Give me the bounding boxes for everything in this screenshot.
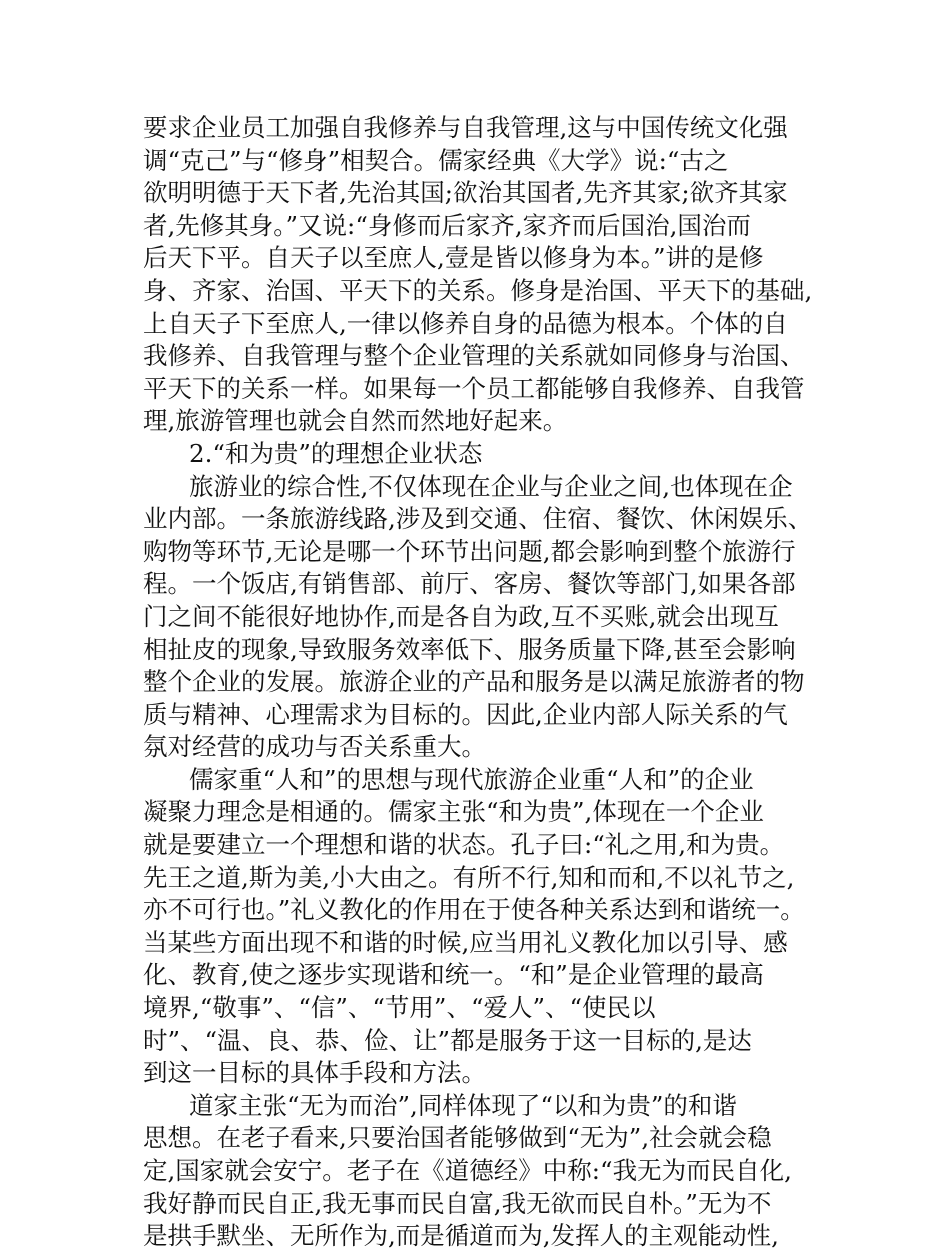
text-line: 质与精神、心理需求为目标的。因此,企业内部人际关系的气 <box>143 699 788 729</box>
text-line: 亦不可行也。”礼义教化的作用在于使各种关系达到和谐统一。 <box>143 895 805 925</box>
text-line: 我好静而民自正,我无事而民自富,我无欲而民自朴。”无为不 <box>143 1188 772 1218</box>
text-line: 化、教育,使之逐步实现谐和统一。“和”是企业管理的最高 <box>143 960 764 990</box>
text-line: 儒家重“人和”的思想与现代旅游企业重“人和”的企业 <box>189 764 754 794</box>
body-text <box>143 112 833 1253</box>
text-line: 2.“和为贵”的理想企业状态 <box>189 438 483 468</box>
text-line: 时”、“温、良、恭、俭、让”都是服务于这一目标的,是达 <box>143 1025 752 1055</box>
text-line: 到这一目标的具体手段和方法。 <box>143 1058 486 1088</box>
text-line: 上自天子下至庶人,一律以修养自身的品德为根本。个体的自 <box>143 308 788 338</box>
text-line: 凝聚力理念是相通的。儒家主张“和为贵”,体现在一个企业 <box>143 797 764 827</box>
text-line: 欲明明德于天下者,先治其国;欲治其国者,先齐其家;欲齐其家 <box>143 178 788 208</box>
text-line: 先王之道,斯为美,小大由之。有所不行,知和而和,不以礼节之, <box>143 862 795 892</box>
text-line: 氛对经营的成功与否关系重大。 <box>143 732 486 762</box>
text-line: 调“克己”与“修身”相契合。儒家经典《大学》说:“古之 <box>143 145 729 175</box>
text-line: 道家主张“无为而治”,同样体现了“以和为贵”的和谐 <box>189 1090 737 1120</box>
text-line: 境界,“敬事”、“信”、“节用”、“爱人”、“使民以 <box>143 993 656 1023</box>
text-line: 是拱手默坐、无所作为,而是循道而为,发挥人的主观能动性, <box>143 1221 779 1251</box>
text-line: 定,国家就会安宁。老子在《道德经》中称:“我无为而民自化, <box>143 1156 792 1185</box>
text-line: 后天下平。自天子以至庶人,壹是皆以修身为本。”讲的是修 <box>143 243 764 273</box>
text-line: 程。一个饭店,有销售部、前厅、客房、餐饮等部门,如果各部 <box>143 569 796 599</box>
text-line: 购物等环节,无论是哪一个环节出问题,都会影响到整个旅游行 <box>143 536 796 566</box>
text-line: 当某些方面出现不和谐的时候,应当用礼义教化加以引导、感 <box>143 927 788 957</box>
text-line: 身、齐家、治国、平天下的关系。修身是治国、平天下的基础, <box>143 275 813 305</box>
text-line: 相扯皮的现象,导致服务效率低下、服务质量下降,甚至会影响 <box>143 634 796 664</box>
text-line: 要求企业员工加强自我修养与自我管理,这与中国传统文化强 <box>143 113 788 142</box>
text-line: 平天下的关系一样。如果每一个员工都能够自我修养、自我管 <box>143 373 805 403</box>
text-line: 我修养、自我管理与整个企业管理的关系就如同修身与治国、 <box>143 341 805 371</box>
text-line: 业内部。一条旅游线路,涉及到交通、住宿、餐饮、休闲娱乐、 <box>143 504 813 534</box>
text-line: 旅游业的综合性,不仅体现在企业与企业之间,也体现在企 <box>189 471 793 501</box>
text-line: 者,先修其身。”又说:“身修而后家齐,家齐而后国治,国治而 <box>143 210 751 240</box>
text-line: 就是要建立一个理想和谐的状态。孔子曰:“礼之用,和为贵。 <box>143 830 785 860</box>
text-line: 思想。在老子看来,只要治国者能够做到“无为”,社会就会稳 <box>143 1123 772 1153</box>
text-line: 门之间不能很好地协作,而是各自为政,互不买账,就会出现互 <box>143 601 779 631</box>
text-line: 理,旅游管理也就会自然而然地好起来。 <box>143 406 568 436</box>
text-line: 整个企业的发展。旅游企业的产品和服务是以满足旅游者的物 <box>143 667 805 697</box>
